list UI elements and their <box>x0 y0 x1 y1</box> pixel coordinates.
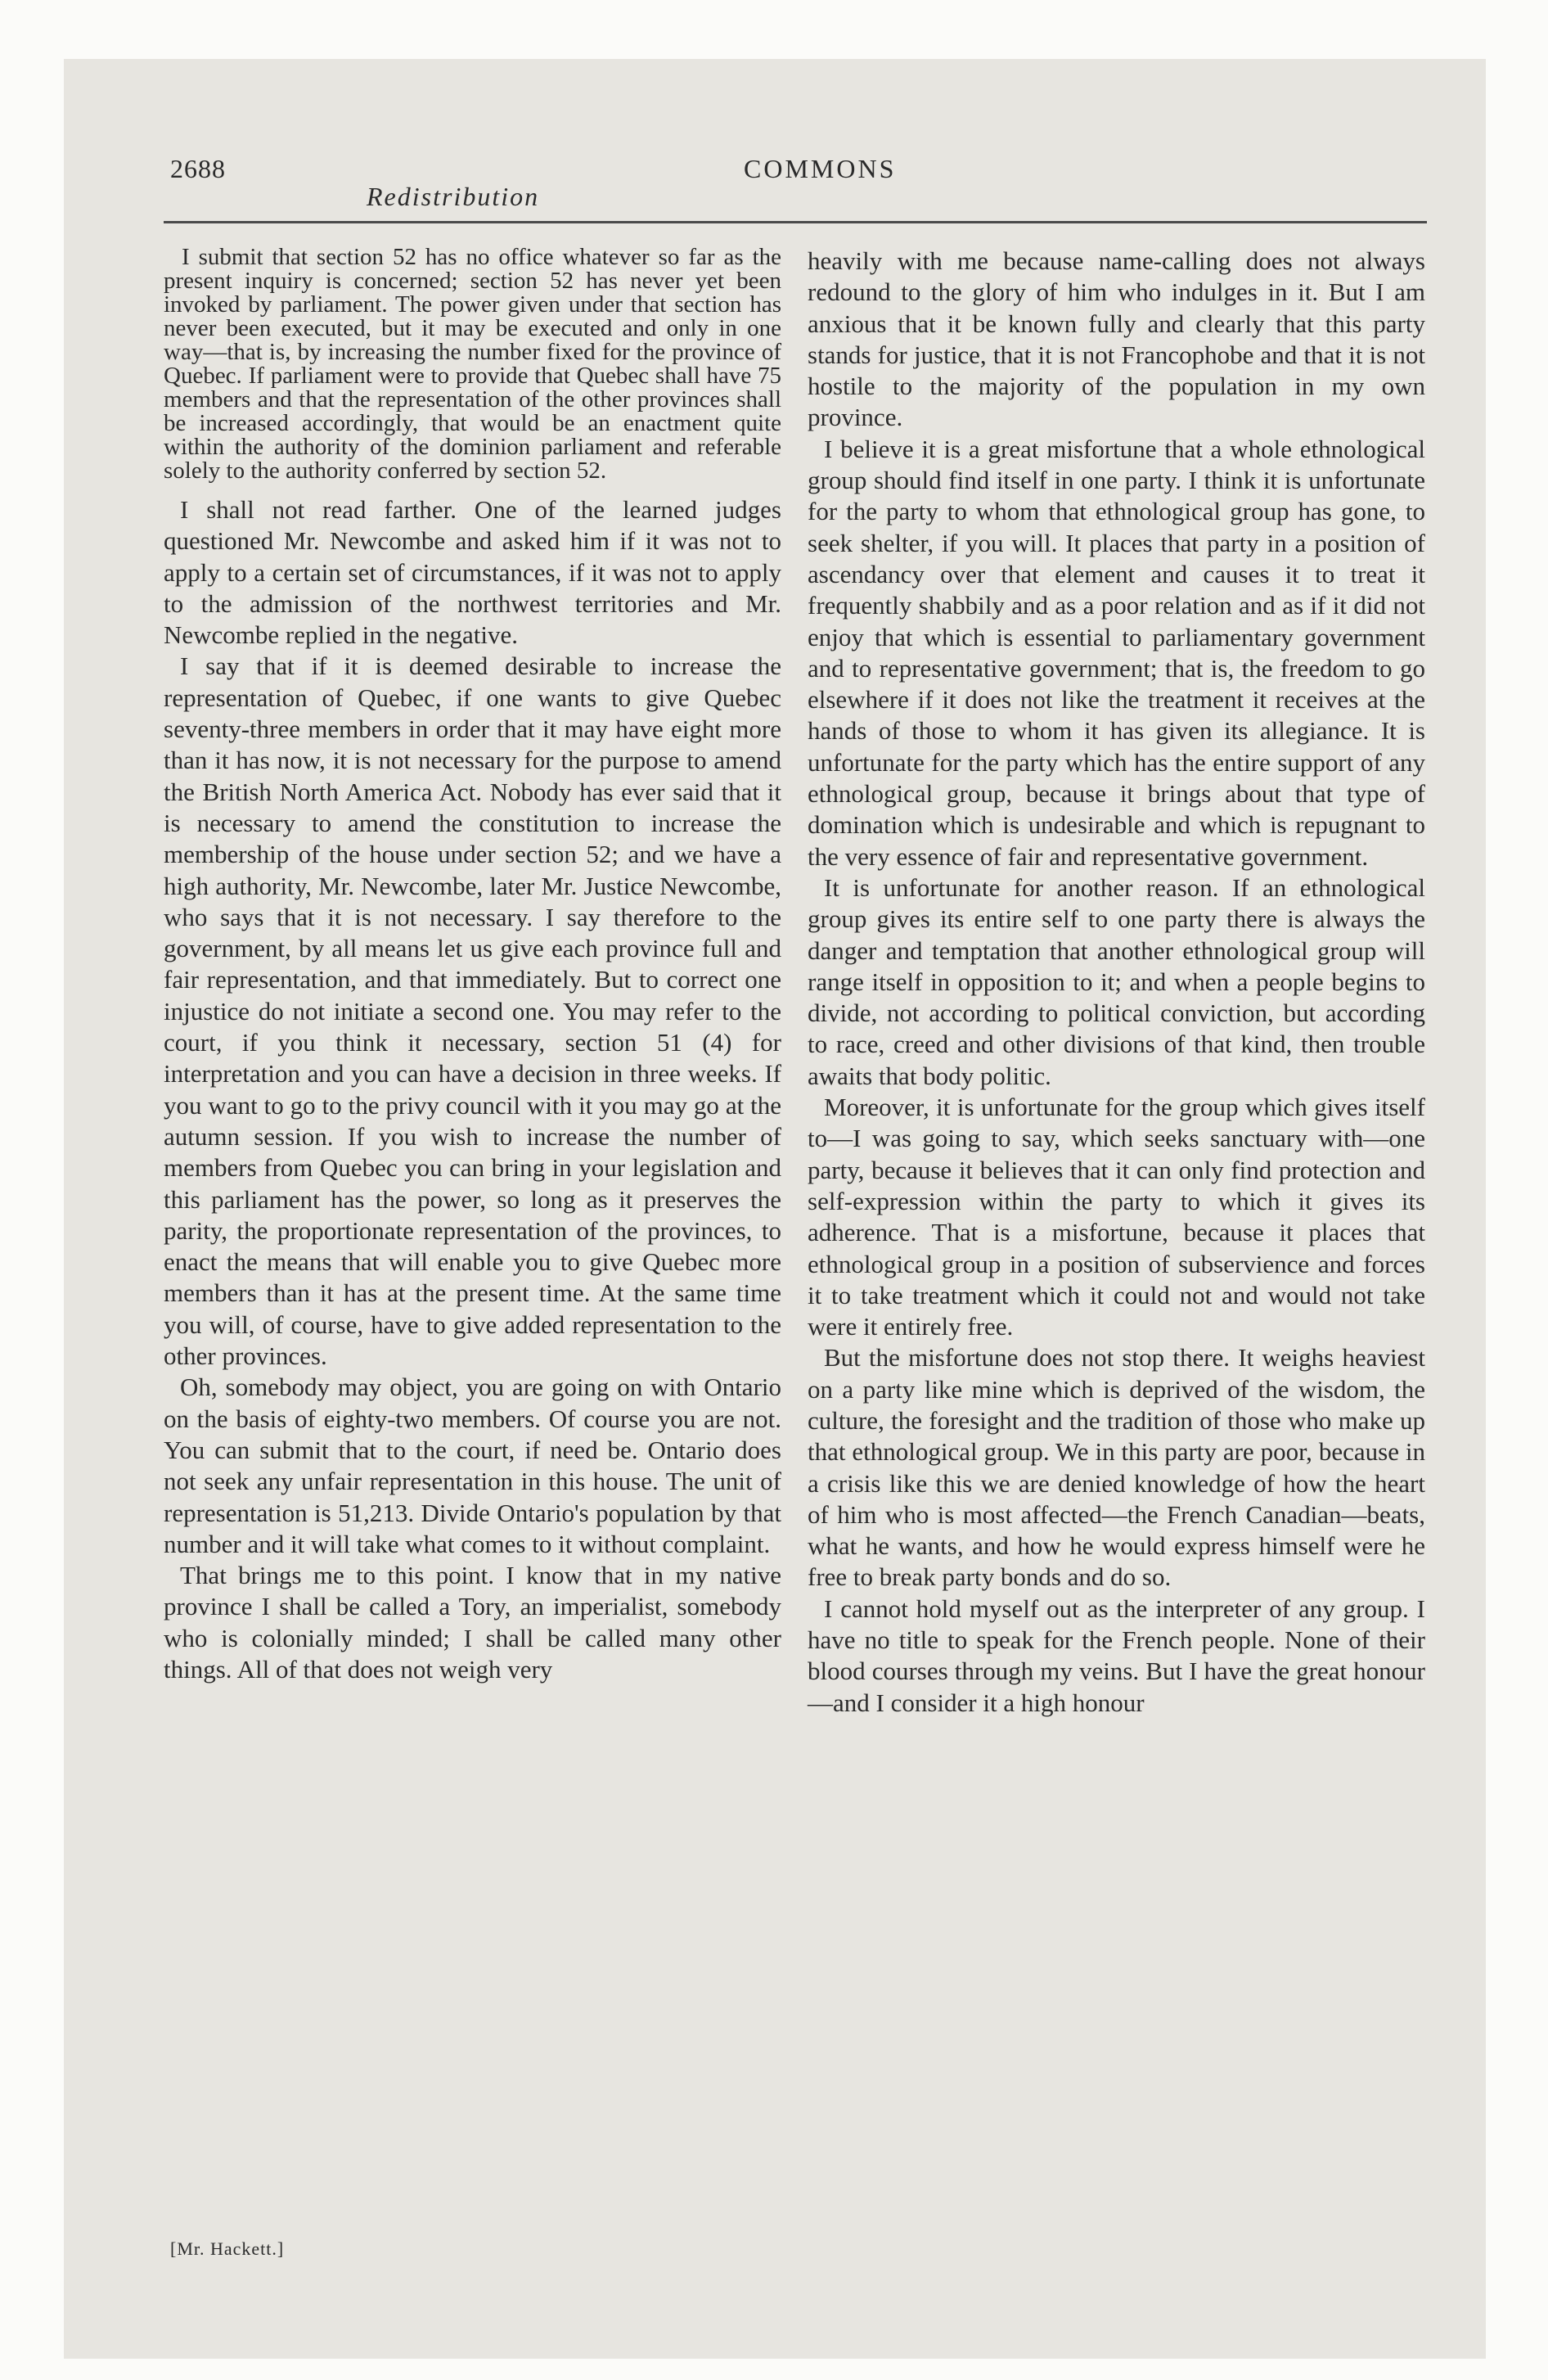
speaker-attribution: [Mr. Hackett.] <box>170 2238 285 2259</box>
chamber-heading: COMMONS <box>744 154 897 183</box>
paragraph: I say that if it is deemed desirable to increase the representation of Quebec, if one wants to give Quebec seventy-three members in order that it may have eight more than it has now, it is not necessary for the purpose to amend the British North America Act. Nobody has ever said that it is necessary to amend the constitution to increase the membership of the house under section 52; and we have a high authority, Mr. Newcombe, later Mr. Justice Newcombe, who says that it is not necessary. I say therefore to the government, by all means let us give each province full and fair representation, and that immediately. But to correct one injustice do not initiate a second one. You may refer to the court, if you think it necessary, section 51 (4) for interpretation and you can have a decision in three weeks. If you want to go to the privy council with it you may go at the autumn session. If you wish to increase the number of members from Quebec you can bring in your legislation and this parliament has the power, so long as it preserves the parity, the proportionate representation of the provinces, to enact the means that will enable you to give Quebec more members than it has at the present time. At the same time you will, of course, have to give added representation to the other provinces. <box>164 651 781 1371</box>
spacer <box>164 483 781 494</box>
left-column <box>164 246 781 1685</box>
quoted-passage: I submit that section 52 has no office whatever so far as the present inquiry is concerned; section 52 has never yet been invoked by parliament. The power given under that section has never been executed, but it may be executed and only in one way—that is, by increasing the number fixed for the province of Quebec. If parliament were to provide that Quebec shall have 75 members and that the representation of the other provinces shall be increased accordingly, that would be an enactment quite within the authority of the dominion parliament and referable solely to the authority conferred by section 52. <box>164 244 781 484</box>
paragraph: Moreover, it is unfortunate for the group which gives itself to—I was going to say, which seeks sanctuary with—one party, because it believes that it can only find protection and self-expression within the party to which it gives its adherence. That is a misfortune, because it places that ethnological group in a position of subservience and forces it to take treatment which it could not and would not take were it entirely free. <box>808 1093 1425 1341</box>
paragraph: I shall not read farther. One of the learned judges questioned Mr. Newcombe and asked him if it was not to apply to a certain set of circumstances, if it was not to apply to the admission of the northwest territories and Mr. Newcombe replied in the negative. <box>164 495 781 650</box>
paragraph: But the misfortune does not stop there. It weighs heaviest on a party like mine which is deprived of the wisdom, the culture, the foresight and the tradition of those who make up that ethnological group. We in this party are poor, because in a crisis like this we are denied knowledge of how the heart of him who is most affected—the French Canadian—beats, what he wants, and how he would express himself were he free to break party bonds and do so. <box>808 1343 1425 1592</box>
paragraph: I believe it is a great misfortune that a whole ethnological group should find itself in one party. I think it is unfortunate for the party to whom that ethnological group has gone, to seek shelter, if you will. It places that party in a position of ascendancy over that element and causes it to treat it frequently shabbily and as a poor relation and as if it did not enjoy that which is essential to parliamentary government and to representative government; that is, the freedom to go elsewhere if it does not like the treatment it receives at the hands of those to whom it has given its allegiance. It is unfortunate for the party which has the entire support of any ethnological group, because it brings about that type of domination which is undesirable and which is repugnant to the very essence of fair and representative government. <box>808 434 1425 871</box>
right-column <box>808 246 1425 1719</box>
page-number: 2688 <box>170 154 226 183</box>
paragraph: Oh, somebody may object, you are going on with Ontario on the basis of eighty-two members. Of course you are not. You can submit that to the court, if need be. Ontario does not seek any unfair representation in this house. The unit of representation is 51,213. Divide Ontario's population by that number and it will take what comes to it without complaint. <box>164 1373 781 1558</box>
header-rule <box>164 221 1427 223</box>
paragraph: It is unfortunate for another reason. If an ethnological group gives its entire self to one party there is always the danger and temptation that another ethnological group will range itself in opposition to it; and when a people begins to divide, not according to political conviction, but according to race, creed and other divisions of that kind, then trouble awaits that body politic. <box>808 872 1425 1090</box>
paragraph: That brings me to this point. I know that in my native province I shall be called a Tory, an imperialist, somebody who is colonially minded; I shall be called many other things. All of that does not weigh very <box>164 1561 781 1684</box>
paragraph: I cannot hold myself out as the interpreter of any group. I have no title to speak for the French people. None of their blood courses through my veins. But I have the great honour—and I consider it a high honour <box>808 1593 1425 1717</box>
paragraph: heavily with me because name-calling does not always redound to the glory of him who indulges in it. But I am anxious that it be known fully and clearly that this party stands for justice, that it is not Francophobe and that it is not hostile to the majority of the population in my own province. <box>808 246 1425 432</box>
running-section-title: Redistribution <box>367 182 540 211</box>
